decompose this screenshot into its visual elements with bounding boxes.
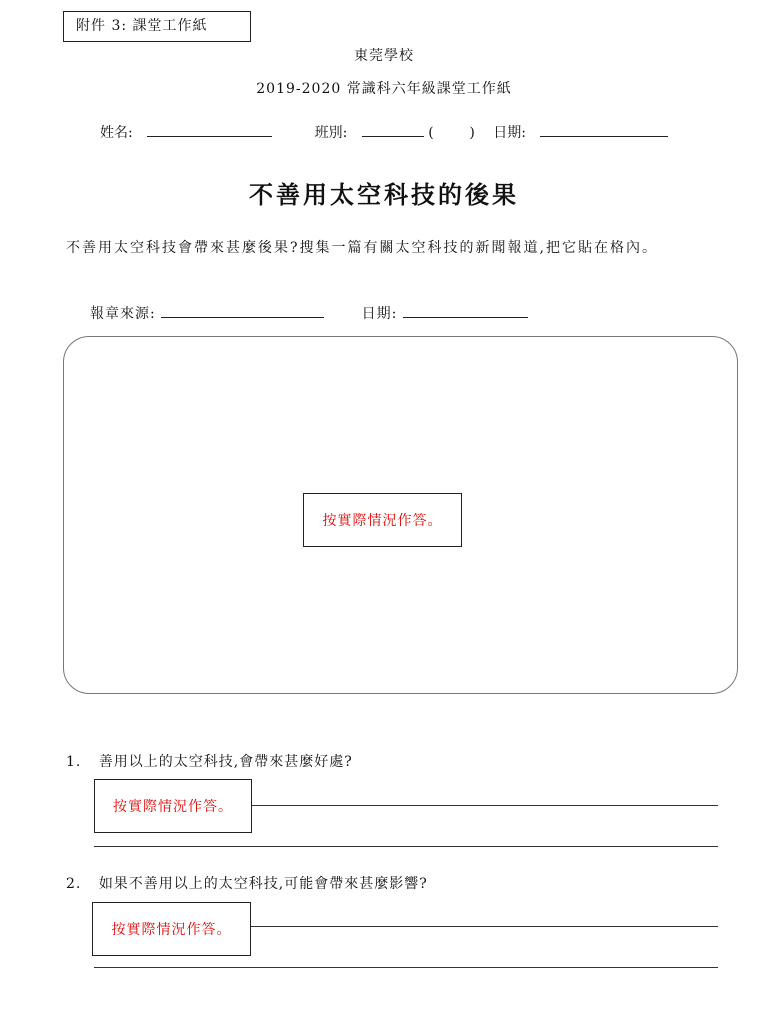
question-1-answer-line-1[interactable]	[252, 805, 718, 806]
question-1-answer-line-2[interactable]	[94, 846, 718, 847]
instruction-text: 不善用太空科技會帶來甚麼後果?搜集一篇有關太空科技的新聞報道,把它貼在格內。	[66, 240, 658, 256]
paste-area-answer-note: 按實際情況作答。	[303, 493, 462, 547]
date-field[interactable]	[540, 122, 668, 137]
worksheet-title: 不善用太空科技的後果	[249, 180, 519, 209]
question-2-number: 2.	[66, 876, 82, 892]
attachment-tag: 附件 3: 課堂工作紙	[63, 11, 251, 42]
date-label: 日期:	[493, 125, 526, 141]
class-label: 班別:	[314, 125, 348, 141]
student-info-row	[100, 122, 668, 142]
source-label: 報章來源:	[90, 306, 156, 322]
question-2-answer-line-1[interactable]	[251, 926, 718, 927]
source-date-field[interactable]	[403, 303, 528, 318]
question-1-number: 1.	[66, 754, 82, 770]
question-2-answer-note: 按實際情況作答。	[92, 902, 251, 956]
worksheet-subtitle: 2019-2020 常識科六年級課堂工作紙	[256, 81, 512, 97]
class-number-paren: ( )	[428, 125, 475, 141]
question-2-answer-line-2[interactable]	[94, 967, 718, 968]
question-2	[66, 873, 428, 893]
question-1	[66, 751, 353, 771]
source-date-label: 日期:	[361, 306, 398, 322]
name-label: 姓名:	[100, 125, 133, 141]
question-1-answer-note: 按實際情況作答。	[94, 779, 252, 833]
name-field[interactable]	[147, 122, 272, 137]
source-row	[90, 303, 528, 323]
question-2-text: 如果不善用以上的太空科技,可能會帶來甚麼影響?	[98, 876, 428, 892]
question-1-text: 善用以上的太空科技,會帶來甚麼好處?	[98, 754, 353, 770]
source-field[interactable]	[161, 303, 324, 318]
class-field[interactable]	[362, 122, 424, 137]
school-name: 東莞學校	[354, 48, 414, 64]
